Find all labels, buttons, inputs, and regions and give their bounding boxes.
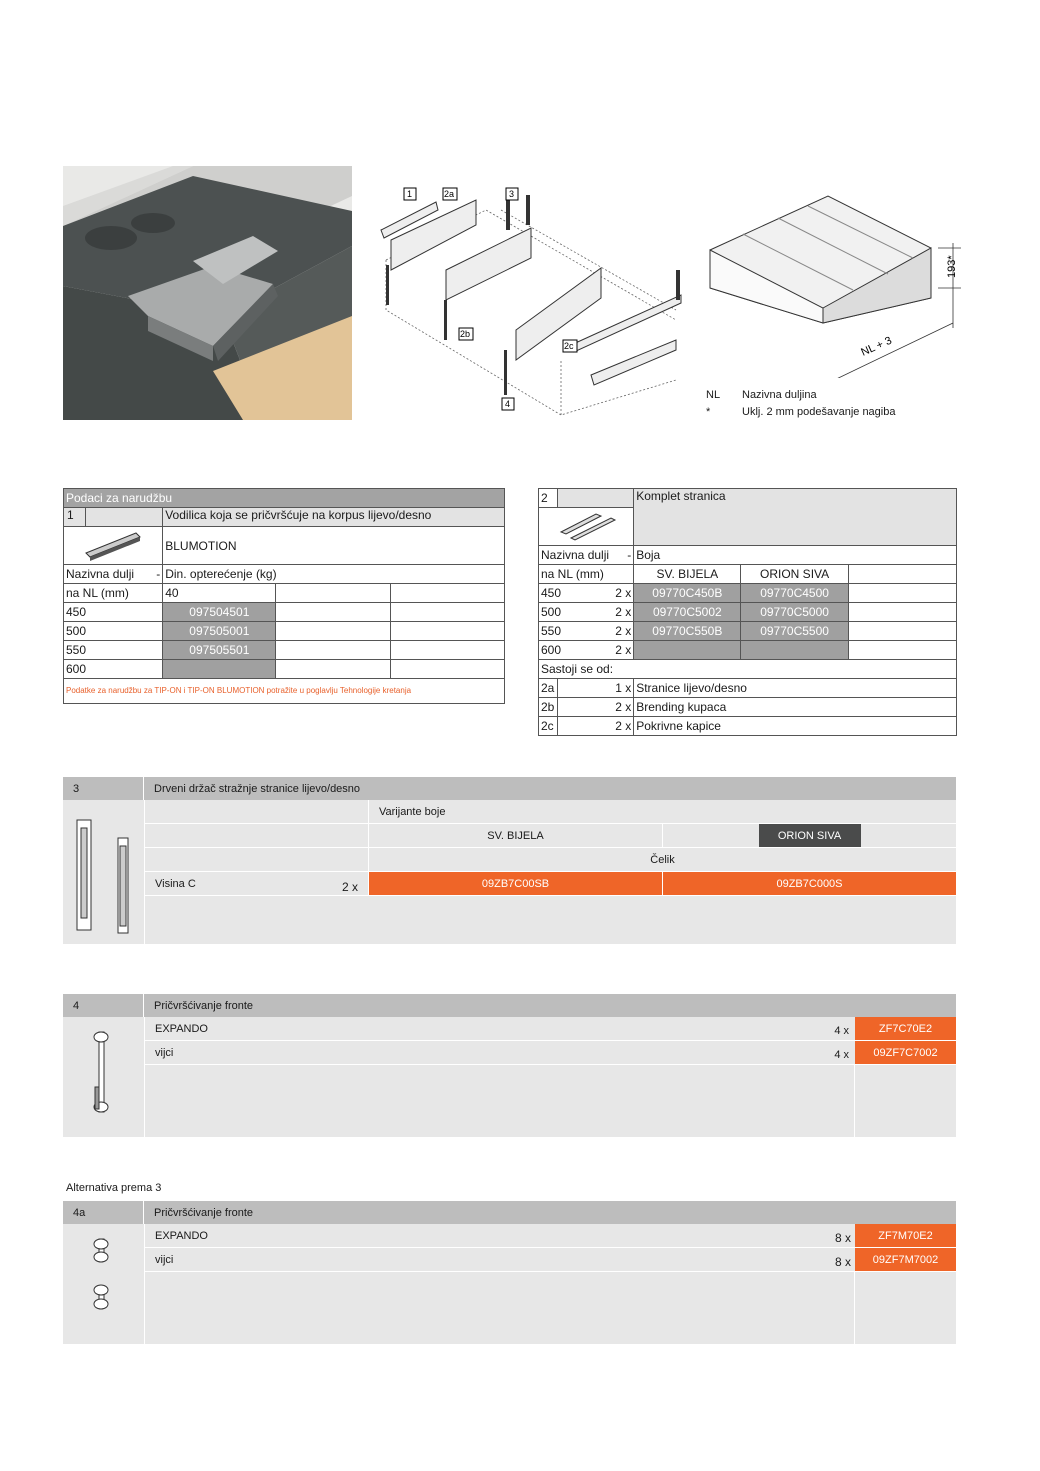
order-table-side-set — [538, 488, 957, 736]
legend-text: Uklj. 2 mm podešavanje nagiba — [742, 406, 896, 418]
expando-thumbnail — [63, 1224, 145, 1344]
nl-value: 550 — [64, 641, 163, 660]
col-nl-label-2: na NL (mm) — [539, 565, 634, 584]
qty: 2 x — [341, 879, 358, 894]
row-label: Visina C — [155, 877, 196, 890]
callout-3: 3 — [509, 189, 515, 199]
expando-thumbnail — [63, 1017, 145, 1137]
nl-value: 450 — [64, 603, 163, 622]
part-qty: 1 x — [615, 681, 632, 695]
article-code — [163, 660, 276, 679]
qty: 2 x — [615, 643, 632, 657]
article-code: ZF7M70E2 — [855, 1224, 956, 1247]
runner-thumbnail — [64, 527, 163, 565]
part-id: 2b — [539, 698, 558, 717]
part-qty: 2 x — [615, 719, 632, 733]
article-code: 09ZF7M7002 — [855, 1248, 956, 1271]
article-code: 097504501 — [163, 603, 276, 622]
section-header — [63, 994, 956, 1017]
part-name: Stranice lijevo/desno — [634, 679, 957, 698]
col-nl-label: Nazivna dulji — [66, 567, 135, 581]
nl-value: 500 — [64, 622, 163, 641]
qty: 4 x — [834, 1048, 849, 1061]
nl-value: 450 — [541, 586, 562, 600]
callout-2b: 2b — [460, 329, 471, 339]
qty: 4 x — [834, 1024, 849, 1037]
section-title: Pričvršćivanje fronte — [154, 999, 254, 1012]
nl-value: 600 — [64, 660, 163, 679]
consists-label: Sastoji se od: — [539, 660, 957, 679]
color-grey-header: ORION SIVA — [741, 565, 848, 584]
article-code: 09ZF7C7002 — [855, 1041, 956, 1064]
order-table-runners — [63, 488, 505, 704]
section-number: 3 — [63, 777, 144, 800]
qty: 8 x — [834, 1230, 851, 1245]
article-code: 09770C450B — [634, 584, 741, 603]
order-note: Podatke za narudžbu za TIP-ON i TIP-ON BLUMOTION potražite u poglavlju Tehnologije kretanja — [64, 679, 505, 704]
section-number: 4a — [63, 1201, 144, 1224]
material-label: Čelik — [650, 853, 675, 866]
row-label: EXPANDO — [155, 1022, 208, 1035]
section-3-back-bracket — [63, 777, 956, 944]
item-description: Vodilica koja se pričvršćuje na korpus lijevo/desno — [163, 508, 505, 527]
callout-4: 4 — [505, 399, 511, 409]
article-code: 097505001 — [163, 622, 276, 641]
qty: 8 x — [834, 1254, 851, 1269]
bracket-thumbnail — [63, 800, 145, 944]
article-code: 09770C4500 — [741, 584, 848, 603]
table-title: Podaci za narudžbu — [64, 489, 505, 508]
part-id: 2c — [539, 717, 558, 736]
color-grey-label: ORION SIVA — [759, 824, 861, 847]
qty: 2 x — [615, 586, 632, 600]
section-number: 4 — [63, 994, 144, 1017]
item-number: 1 — [64, 508, 86, 526]
col-load-label: Din. opterećenje (kg) — [163, 565, 505, 584]
dim-length-label: NL + 3 — [859, 334, 894, 359]
section-title: Drveni držač stražnje stranice lijevo/desno — [154, 782, 361, 795]
legend-key: NL — [706, 389, 721, 401]
article-code: 09770C5500 — [741, 622, 848, 641]
article-code: 09770C5000 — [741, 603, 848, 622]
article-code — [634, 641, 741, 660]
hyphen: - — [156, 567, 161, 581]
article-code: 09ZB7C000S — [663, 872, 956, 895]
drawer-dimension-drawing — [703, 188, 975, 378]
load-value: 40 — [163, 584, 276, 603]
part-qty: 2 x — [615, 700, 632, 714]
color-variants-label: Varijante boje — [379, 805, 446, 818]
nl-value: 500 — [541, 605, 562, 619]
alternative-caption: Alternativa prema 3 — [66, 1182, 162, 1194]
article-code: 09ZB7C00SB — [369, 872, 663, 895]
section-4a-front-fixing — [63, 1201, 956, 1344]
callout-1: 1 — [407, 189, 413, 199]
callout-2a: 2a — [444, 189, 455, 199]
color-white-label: SV. BIJELA — [369, 824, 663, 847]
article-code — [741, 641, 848, 660]
item-name: BLUMOTION — [163, 527, 505, 565]
legend-key: * — [706, 406, 711, 418]
row-label: EXPANDO — [155, 1229, 208, 1242]
item-number: 2 — [539, 489, 558, 508]
col-nl-label-2: na NL (mm) — [64, 584, 163, 603]
nl-value: 600 — [541, 643, 562, 657]
hyphen: - — [627, 548, 632, 562]
nl-value: 550 — [541, 624, 562, 638]
col-nl-label: Nazivna dulji — [541, 548, 610, 562]
legend-text: Nazivna duljina — [742, 389, 817, 401]
dim-height-label: 193* — [946, 255, 958, 278]
row-label: vijci — [155, 1046, 174, 1059]
section-header — [63, 1201, 956, 1224]
exploded-assembly-diagram — [376, 180, 694, 420]
article-code: 09770C5002 — [634, 603, 741, 622]
kitchen-drawer-photo — [63, 166, 352, 420]
qty: 2 x — [615, 624, 632, 638]
qty: 2 x — [615, 605, 632, 619]
section-header — [63, 777, 956, 800]
side-set-thumbnail — [539, 508, 634, 546]
color-white-header: SV. BIJELA — [634, 565, 741, 584]
callout-2c: 2c — [564, 341, 574, 351]
article-code: 09770C550B — [634, 622, 741, 641]
part-name: Pokrivne kapice — [634, 717, 957, 736]
item-description: Komplet stranica — [634, 489, 957, 546]
section-4-front-fixing — [63, 994, 956, 1137]
article-code: ZF7C70E2 — [855, 1017, 956, 1040]
article-code: 097505501 — [163, 641, 276, 660]
part-name: Brending kupaca — [634, 698, 957, 717]
part-id: 2a — [539, 679, 558, 698]
row-label: vijci — [155, 1253, 174, 1266]
col-color-label: Boja — [634, 546, 957, 565]
section-title: Pričvršćivanje fronte — [154, 1206, 254, 1219]
legend — [706, 389, 895, 423]
